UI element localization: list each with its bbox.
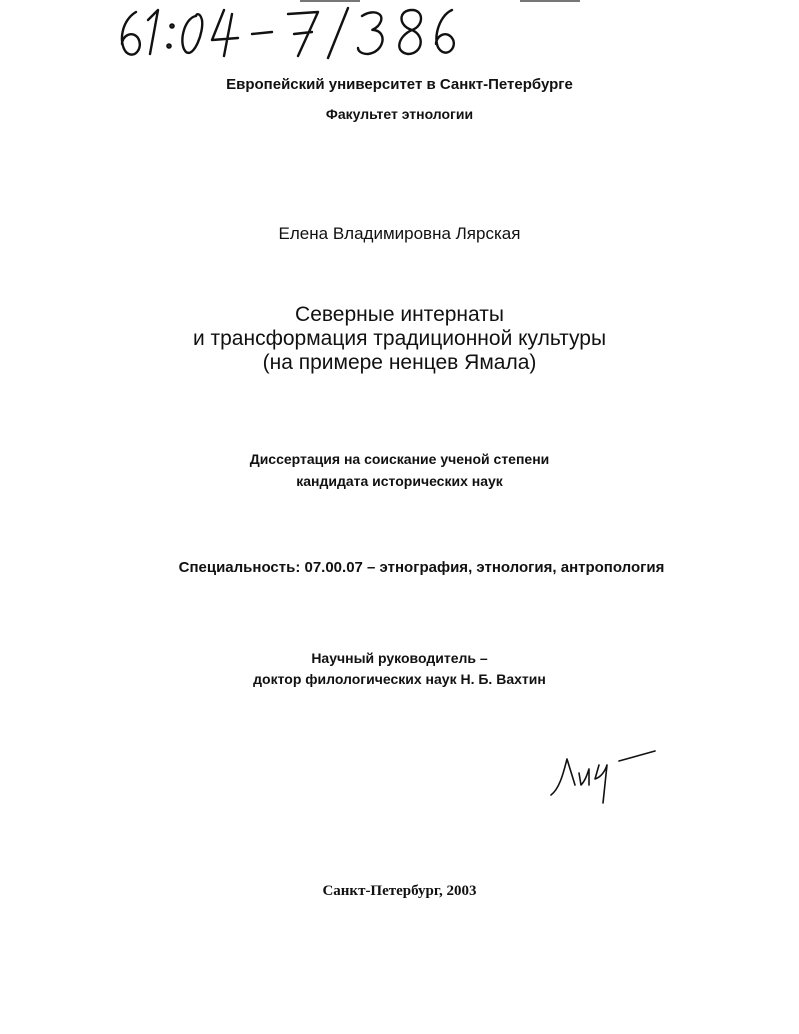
title-line-1: Северные интернаты [295, 303, 504, 326]
handwritten-signature [545, 745, 665, 805]
title-line-2: и трансформация традиционной культуры [192, 327, 607, 350]
advisor-line-1: Научный руководитель – [311, 650, 488, 666]
degree-statement [0, 448, 799, 492]
degree-line-1: Диссертация на соискание ученой степени [249, 451, 550, 467]
scan-edge-mark [520, 0, 580, 2]
faculty-name: Факультет этнологии [325, 106, 474, 122]
handwritten-shelf-mark [112, 2, 472, 60]
scientific-advisor [0, 648, 799, 690]
city-year: Санкт-Петербург, 2003 [322, 883, 477, 899]
title-line-3: (на примере ненцев Ямала) [262, 351, 537, 374]
university-name: Европейский университет в Санкт-Петербурге [226, 76, 573, 93]
advisor-line-2: доктор филологических наук Н. Б. Вахтин [253, 671, 546, 687]
degree-line-2: кандидата исторических наук [296, 473, 503, 489]
dissertation-title [0, 303, 799, 375]
specialty: Специальность: 07.00.07 – этнография, этнология, антропология [178, 559, 665, 576]
author-name: Елена Владимировна Лярская [278, 224, 521, 243]
